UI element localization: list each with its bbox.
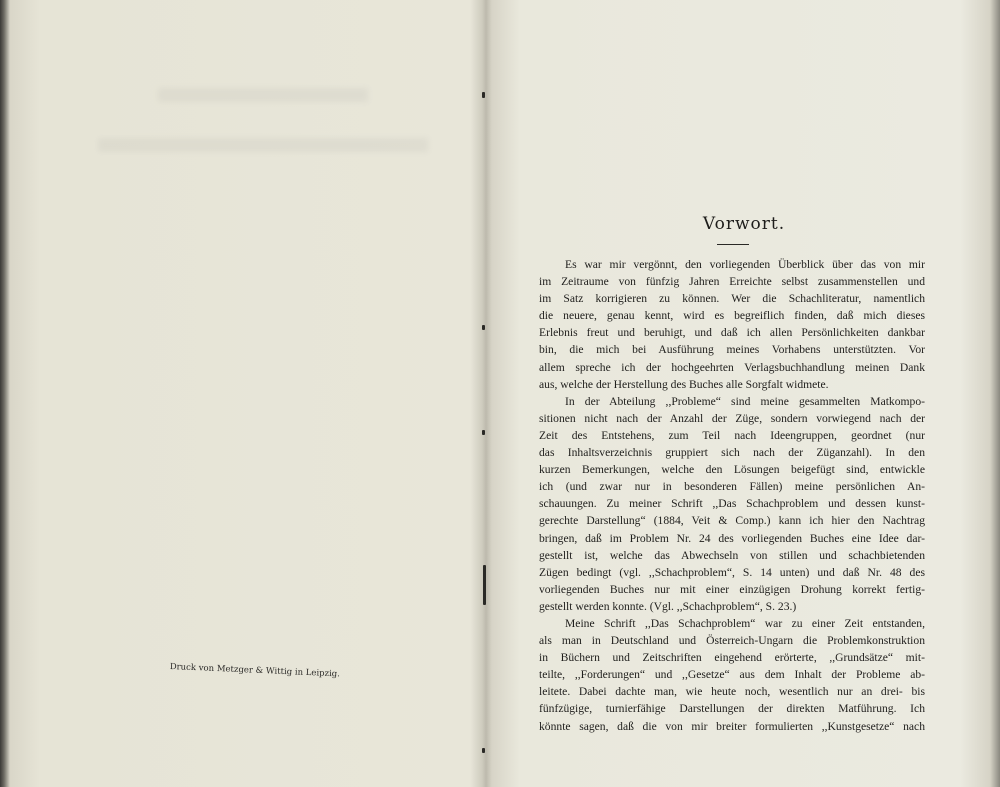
text-line: ich (und zwar nur in besonderen Fällen) meine persönlichen An- xyxy=(539,480,925,494)
text-line: teilte, ,,Forderungen“ und ,,Gesetze“ aus dem Inhalt der Probleme ab- xyxy=(539,668,925,682)
text-line: in Büchern und Zeitschriften eingehend erörterte, ,,Grundsätze“ mit- xyxy=(539,651,925,665)
show-through-ghost xyxy=(98,82,428,172)
text-line: Meine Schrift ,,Das Schachproblem“ war zu einer Zeit entstanden, xyxy=(565,616,925,630)
paragraph xyxy=(539,256,925,393)
text-line: Zeit des Entstehens, zum Teil nach Ideengruppen, geordnet (nur xyxy=(539,428,925,442)
text-line: das Inhaltsverzeichnis gruppiert sich nach der Züganzahl). In den xyxy=(539,446,925,460)
text-line: bringen, daß im Problem Nr. 24 des vorliegenden Buches eine Idee dar- xyxy=(539,531,925,545)
text-line: im Satz korrigieren zu können. Wer die Schachliteratur, namentlich xyxy=(539,292,925,306)
text-line: könnte sagen, daß die von mir breiter formulierten ,,Kunstgesetze“ nach xyxy=(539,719,925,733)
text-line: als man in Deutschland und Österreich-Ungarn die Problemkonstruktion xyxy=(539,634,925,648)
text-line: Es war mir vergönnt, den vorliegenden Überblick über das von mir xyxy=(565,258,925,271)
paragraph xyxy=(539,615,925,735)
stitch-mark xyxy=(483,565,486,605)
preface-body xyxy=(539,256,925,735)
text-line: vorliegenden Buches nur mit einer einzügigen Drohung korrekt fertig- xyxy=(539,582,925,596)
stitch-mark xyxy=(482,92,485,98)
page-title: Vorwort. xyxy=(702,214,786,234)
title-divider xyxy=(717,244,749,245)
text-line: fünfzügige, turnierfähige Darstellungen der direkten Matführung. Ich xyxy=(539,702,925,716)
text-line: aus, welche der Herstellung des Buches alle Sorgfalt widmete. xyxy=(539,377,829,391)
text-line: gestellt werden konnte. (Vgl. ,,Schachproblem“, S. 23.) xyxy=(539,599,797,613)
text-line: gerechte Darstellung“ (1884, Veit & Comp.) kann ich hier den Nachtrag xyxy=(539,514,925,528)
text-line: allem spreche ich der hochgeehrten Verlagsbuchhandlung meinen Dank xyxy=(539,360,925,374)
paragraph xyxy=(539,393,925,615)
text-line: sitionen nicht nach der Anzahl der Züge, sondern vorwiegend nach der xyxy=(539,411,925,425)
text-line: die neuere, genau kennt, wird es begreiflich finden, daß mich dieses xyxy=(539,309,925,323)
text-line: Erlebnis freut und beruhigt, und daß ich allen Persönlichkeiten dankbar xyxy=(539,326,925,340)
text-line: leitete. Dabei dachte man, wie heute noch, wesentlich nur an drei- bis xyxy=(539,685,925,699)
text-line: kurzen Bemerkungen, welche den Lösungen beigefügt sind, entwickle xyxy=(539,463,925,477)
text-line: schauungen. Zu meiner Schrift ,,Das Schachproblem und dessen kunst- xyxy=(539,497,925,511)
text-line: In der Abteilung ,,Probleme“ sind meine gesammelten Matkompo- xyxy=(565,394,925,408)
stitch-mark xyxy=(482,325,485,330)
text-line: Zügen bedingt (vgl. ,,Schachproblem“, S. 14 unten) und daß Nr. 48 des xyxy=(539,565,925,579)
text-line: bin, die mich bei Ausführung meines Vorhabens unterstützten. Vor xyxy=(539,343,925,357)
text-line: gestellt ist, welche das Abwechseln von stillen und schachbietenden xyxy=(539,548,925,562)
stitch-mark xyxy=(482,430,485,435)
printer-imprint: Druck von Metzger & Wittig in Leipzig. xyxy=(169,662,341,680)
text-line: im Zeitraume von fünfzig Jahren Erreichte selbst zusammenstellen und xyxy=(539,275,925,289)
stitch-mark xyxy=(482,748,485,753)
